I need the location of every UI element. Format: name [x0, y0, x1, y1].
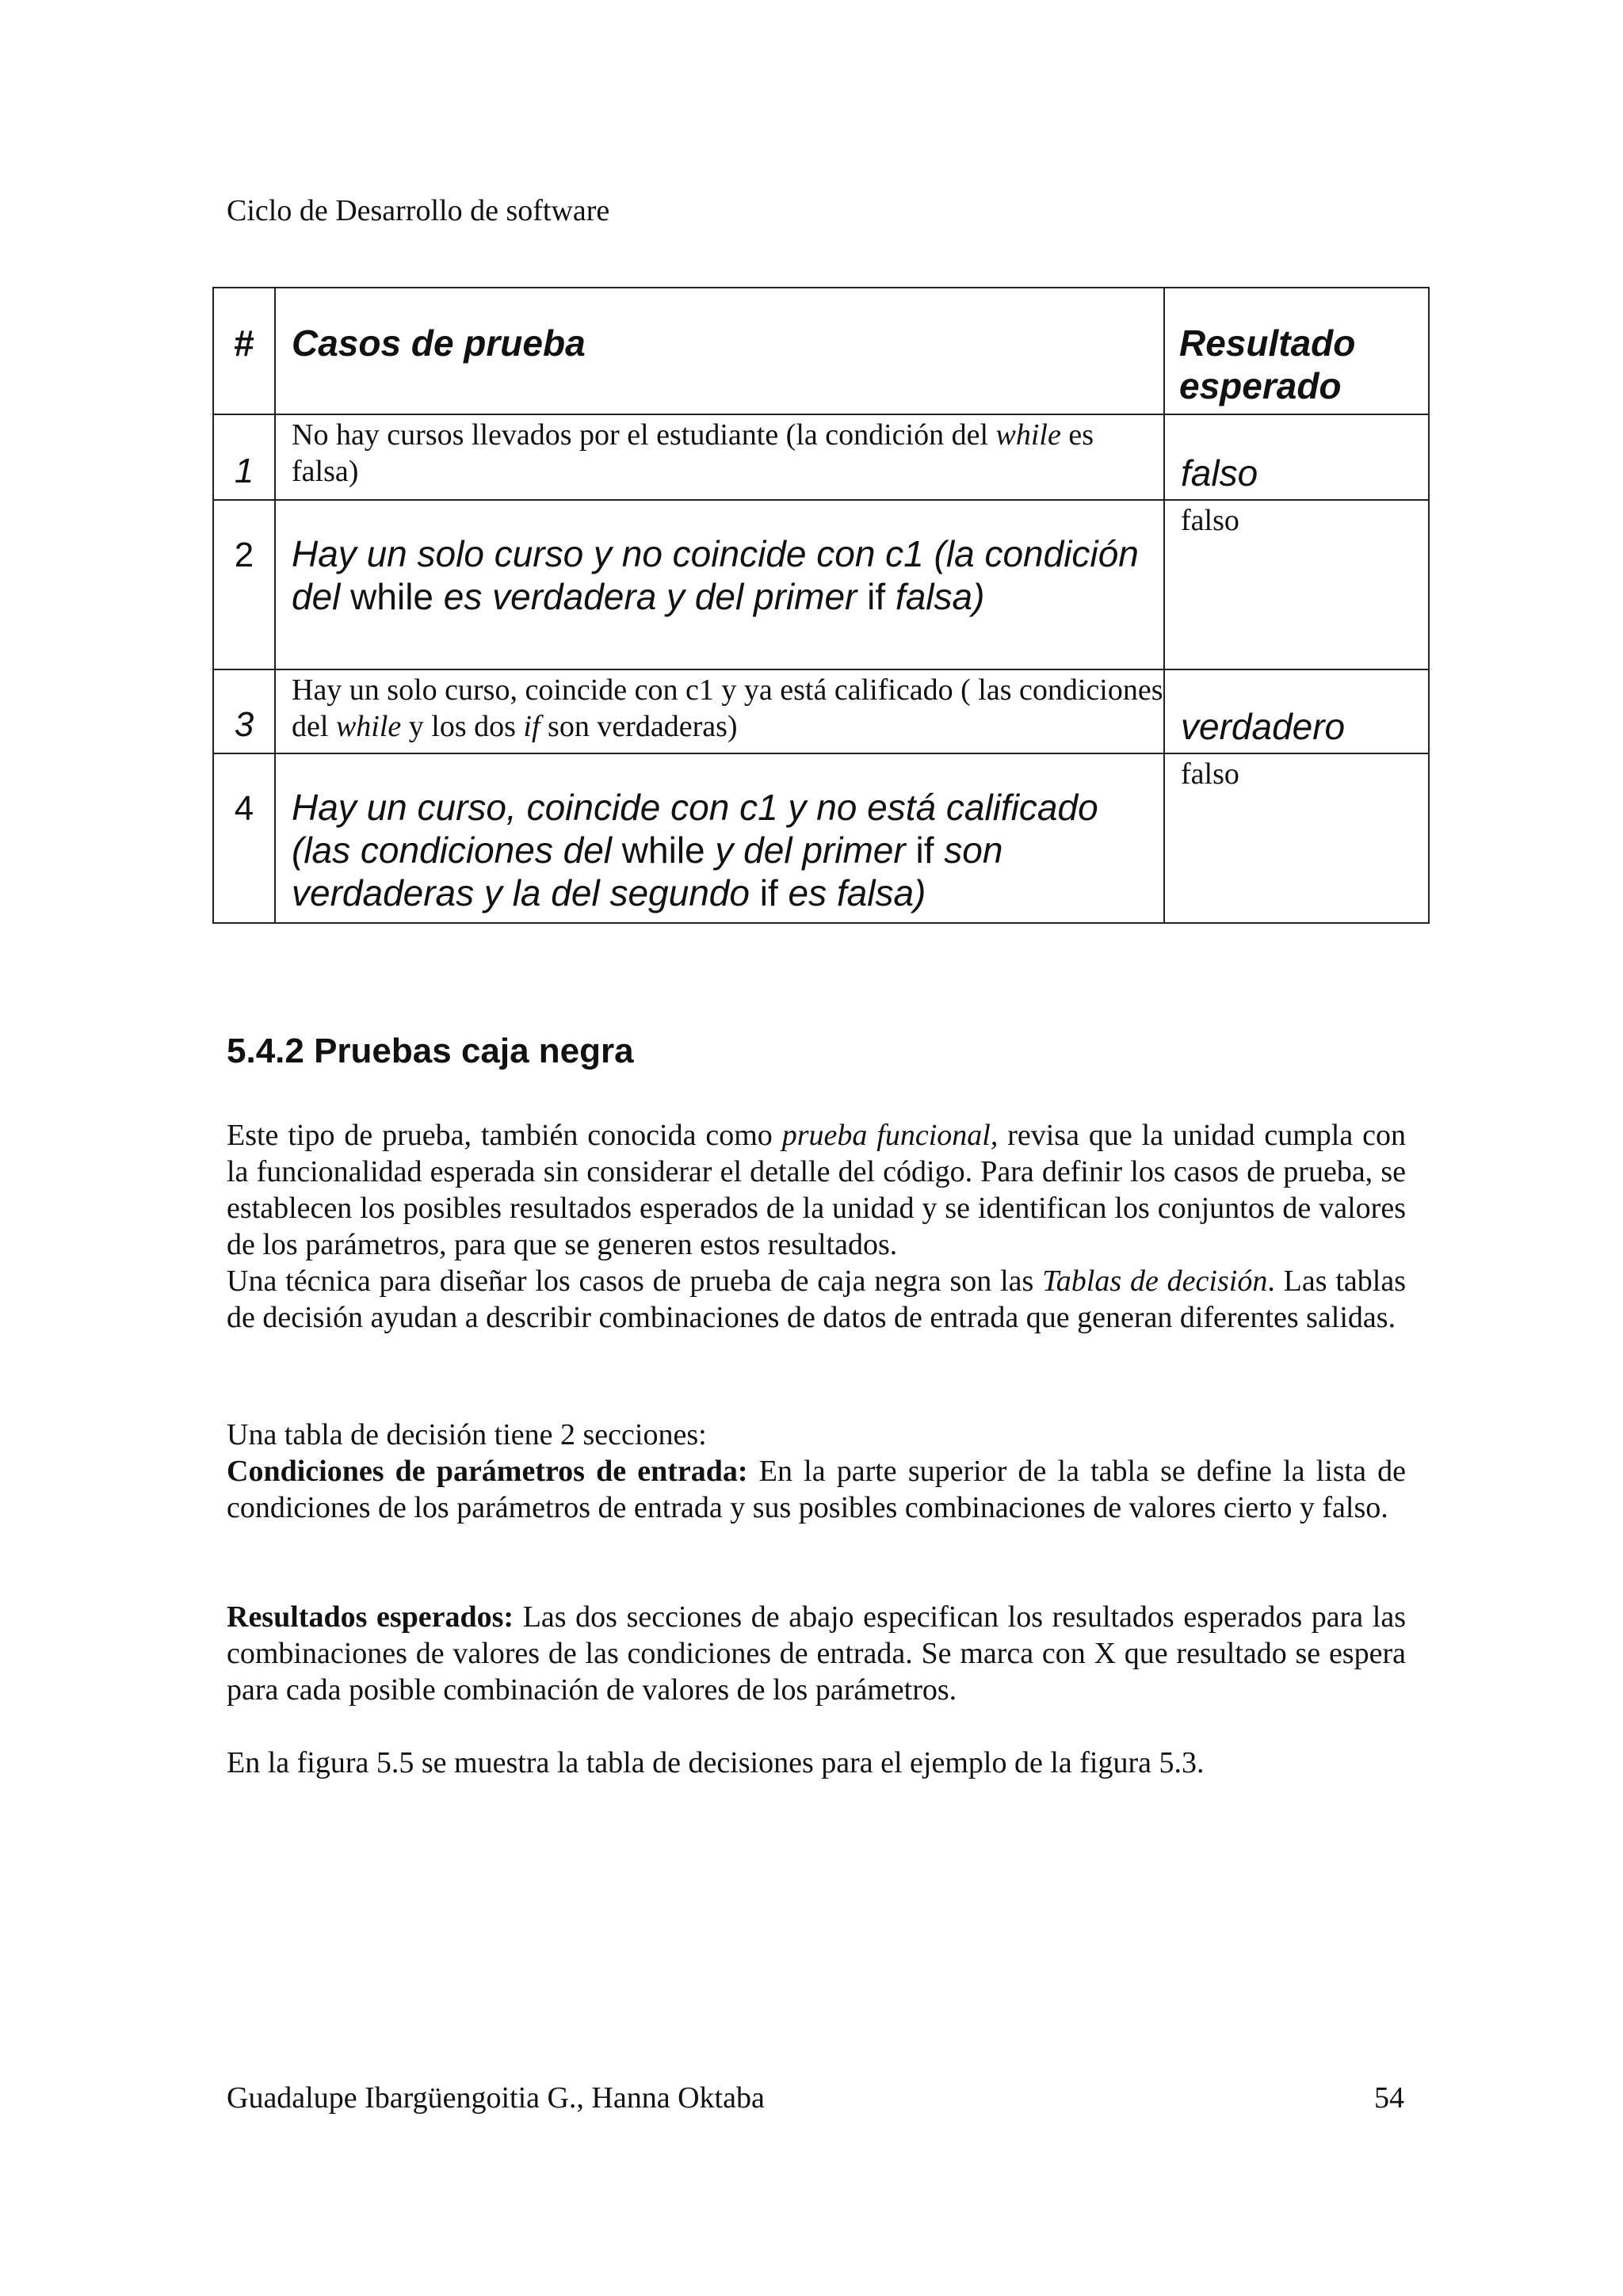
header-number: # — [213, 288, 275, 414]
table-header-row — [213, 288, 1429, 414]
table-row — [213, 753, 1429, 923]
page-number: 54 — [1374, 2081, 1404, 2115]
expected-result: verdadero — [1164, 669, 1429, 753]
expected-result: falso — [1164, 414, 1429, 500]
row-number: 1 — [213, 414, 275, 500]
row-number: 4 — [213, 753, 275, 923]
paragraph-intro: Este tipo de prueba, también conocida como prueba funcional, revisa que la unidad cumpla con la funcionalidad esperada sin considerar el detalle del código. Para definir los casos de prueba, se establecen los posibles resultados esperados de la unidad y se identifican los conjuntos de valores de los parámetros, para que se generen estos resultados. Una técnica para diseñar los casos de prueba de caja negra son las Tablas de decisión. Las tablas de decisión ayudan a describir combinaciones de datos de entrada que generan diferentes salidas. — [227, 1119, 1406, 1334]
table-row — [213, 669, 1429, 753]
paragraph-figure-ref: En la figura 5.5 se muestra la tabla de decisiones para el ejemplo de la figura 5.3. — [227, 1746, 1205, 1779]
case-description: Hay un solo curso, coincide con c1 y ya está calificado ( las condiciones del while y los dos if son verdaderas) — [275, 669, 1164, 753]
footer-authors: Guadalupe Ibargüengoitia G., Hanna Oktaba — [227, 2081, 765, 2115]
section-title: 5.4.2 Pruebas caja negra — [227, 1032, 634, 1070]
paragraph-sections: Una tabla de decisión tiene 2 secciones: Condiciones de parámetros de entrada: En la parte superior de la tabla se define la lista de condiciones de los parámetros de entrada y sus posibles combinaciones de valores cierto y falso. — [227, 1418, 1406, 1524]
table-row — [213, 414, 1429, 500]
paragraph-results: Resultados esperados: Las dos secciones de abajo especifican los resultados esperados para las combinaciones de valores de las condiciones de entrada. Se marca con X que resultado se espera para cada posible combinación de valores de los parámetros. — [227, 1600, 1406, 1707]
expected-result: falso — [1164, 753, 1429, 923]
row-number: 2 — [213, 500, 275, 669]
case-description: Hay un solo curso y no coincide con c1 (la condición del while es verdadera y del primer if falsa) — [275, 500, 1164, 669]
case-description: Hay un curso, coincide con c1 y no está calificado (las condiciones del while y del primer if son verdaderas y la del segundo if es falsa) — [275, 753, 1164, 923]
table-row — [213, 500, 1429, 669]
header-expected-result: Resultado esperado — [1164, 288, 1429, 414]
running-header: Ciclo de Desarrollo de software — [227, 194, 610, 227]
test-cases-table — [212, 287, 1430, 924]
row-number: 3 — [213, 669, 275, 753]
expected-result: falso — [1164, 500, 1429, 669]
header-test-cases: Casos de prueba — [275, 288, 1164, 414]
case-description: No hay cursos llevados por el estudiante (la condición del while es falsa) — [275, 414, 1164, 500]
